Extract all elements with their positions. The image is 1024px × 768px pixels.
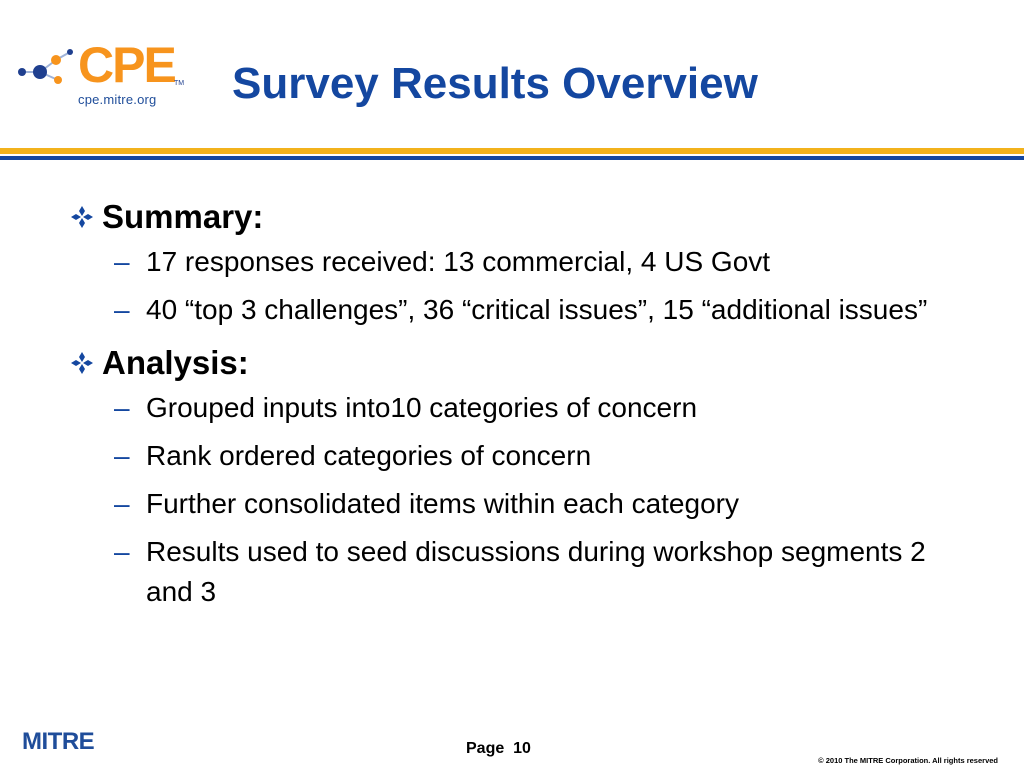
dash-bullet: –: [114, 294, 130, 325]
list-item: [70, 388, 970, 428]
logo-wordmark: CPE: [78, 37, 175, 93]
section-analysis: [70, 338, 970, 612]
section-items: [70, 242, 970, 330]
section-heading-text: Summary:: [102, 198, 264, 235]
dash-bullet: –: [114, 440, 130, 471]
list-item: [70, 532, 970, 612]
dash-bullet: –: [114, 536, 130, 567]
page-number-value: 10: [513, 740, 531, 757]
diamond-bullet-icon: [70, 351, 94, 375]
dash-bullet: –: [114, 246, 130, 277]
logo-url: cpe.mitre.org: [78, 92, 157, 107]
cpe-logo: [14, 37, 185, 112]
slide-title: Survey Results Overview: [232, 59, 758, 108]
list-item-text: Results used to seed discussions during workshop segments 2 and 3: [146, 536, 926, 607]
list-item-text: Rank ordered categories of concern: [146, 440, 592, 471]
slide-content: [70, 192, 970, 620]
section-heading: [70, 338, 970, 388]
list-item-text: 17 responses received: 13 commercial, 4 US Govt: [146, 246, 771, 277]
list-item: [70, 436, 970, 476]
logo-trademark: TM: [174, 80, 185, 87]
list-item: [70, 242, 970, 282]
section-heading-text: Analysis:: [102, 344, 249, 381]
header-rule-blue: [0, 156, 1024, 160]
list-item-text: Further consolidated items within each category: [146, 488, 739, 519]
section-heading: [70, 192, 970, 242]
mitre-logo-text: MITRE: [22, 728, 95, 755]
section-items: [70, 388, 970, 612]
page-number: [466, 740, 531, 758]
mitre-logo: [22, 727, 112, 757]
network-nodes-icon: [14, 42, 84, 92]
list-item-text: 40 “top 3 challenges”, 36 “critical issues”, 15 “additional issues”: [146, 294, 928, 325]
list-item: [70, 290, 970, 330]
section-summary: [70, 192, 970, 330]
copyright-notice: © 2010 The MITRE Corporation. All rights reserved: [818, 756, 998, 765]
page-label: Page: [466, 740, 505, 757]
dash-bullet: –: [114, 488, 130, 519]
dash-bullet: –: [114, 392, 130, 423]
diamond-bullet-icon: [70, 205, 94, 229]
list-item-text: Grouped inputs into10 categories of concern: [146, 392, 698, 423]
list-item: [70, 484, 970, 524]
